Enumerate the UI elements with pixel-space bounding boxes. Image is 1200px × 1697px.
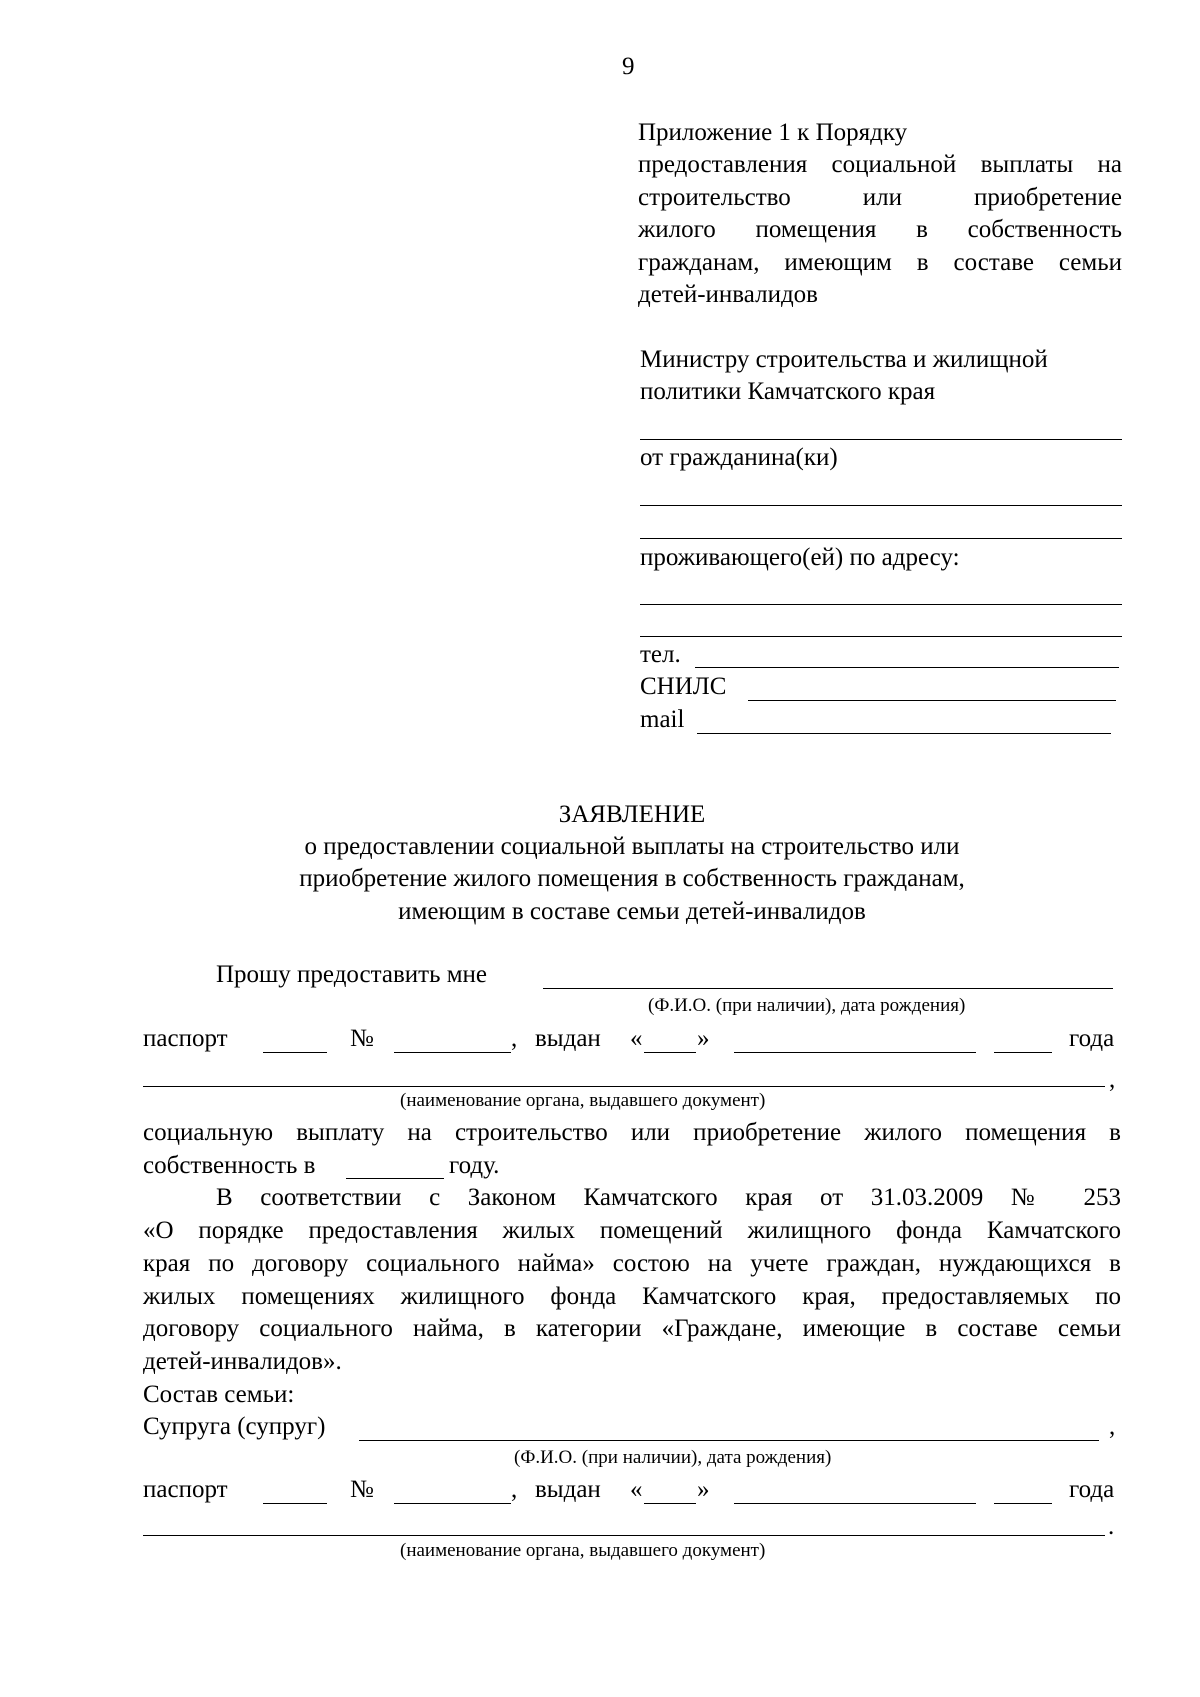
request-prefix: Прошу предоставить мне	[216, 961, 488, 988]
law-paragraph-line: В соответствии с Законом Камчатского края от 31.03.2009 № 253	[216, 1184, 1121, 1211]
issue-year-line[interactable]	[994, 1052, 1052, 1053]
spouse-fio-line[interactable]	[359, 1440, 1099, 1441]
spouse-passport-series-line[interactable]	[263, 1503, 327, 1504]
comma: ,	[1109, 1413, 1116, 1440]
law-paragraph-line: жилых помещениях жилищного фонда Камчатского края, предоставляемых по	[143, 1283, 1121, 1310]
law-paragraph-line: края по договору социального найма» состою на учете граждан, нуждающихся в	[143, 1250, 1121, 1277]
quote-open: «	[630, 1476, 643, 1503]
appendix-line: Приложение 1 к Порядку	[638, 119, 908, 146]
title-subline: имеющим в составе семьи детей-инвалидов	[398, 898, 866, 925]
family-label: Состав семьи:	[143, 1381, 295, 1408]
addressee-blank-line[interactable]	[640, 439, 1122, 440]
snils-line[interactable]	[748, 700, 1116, 701]
passport-series-line[interactable]	[263, 1052, 327, 1053]
document-title: ЗАЯВЛЕНИЕ	[558, 801, 706, 828]
comma: ,	[1109, 1066, 1116, 1093]
citizen-name-line[interactable]	[640, 505, 1122, 506]
number-sign: №	[350, 1476, 374, 1503]
quote-close: »	[697, 1025, 710, 1052]
address-line-2[interactable]	[640, 636, 1122, 637]
issuer-hint: (наименование органа, выдавшего документ)	[400, 1540, 766, 1561]
law-paragraph-line: «О порядке предоставления жилых помещений жилищного фонда Камчатского	[143, 1217, 1121, 1244]
spouse-issue-month-line[interactable]	[734, 1503, 976, 1504]
address-label: проживающего(ей) по адресу:	[640, 544, 960, 571]
year-word: года	[1069, 1025, 1115, 1052]
passport-number-line[interactable]	[394, 1052, 511, 1053]
appendix-line: жилого помещения в собственность	[638, 216, 1122, 243]
issued-label: выдан	[535, 1476, 601, 1503]
spouse-label: Супруга (супруг)	[143, 1413, 326, 1440]
address-line-1[interactable]	[640, 604, 1122, 605]
snils-label: СНИЛС	[640, 673, 727, 700]
addressee-line-1: Министру строительства и жилищной	[640, 346, 1048, 373]
mail-line[interactable]	[697, 733, 1111, 734]
appendix-line: строительство или приобретение	[638, 184, 1122, 211]
issue-month-line[interactable]	[734, 1052, 976, 1053]
title-subline: о предоставлении социальной выплаты на строительство или	[304, 833, 960, 860]
spouse-issue-year-line[interactable]	[994, 1503, 1052, 1504]
applicant-fio-line[interactable]	[543, 988, 1113, 989]
phone-line[interactable]	[695, 667, 1119, 668]
payment-year-line[interactable]	[346, 1178, 444, 1179]
title-subline: приобретение жилого помещения в собственность гражданам,	[299, 865, 965, 892]
spouse-passport-number-line[interactable]	[394, 1503, 511, 1504]
passport-label: паспорт	[143, 1025, 228, 1052]
issued-label: выдан	[535, 1025, 601, 1052]
passport-label: паспорт	[143, 1476, 228, 1503]
issuer-hint: (наименование органа, выдавшего документ)	[400, 1090, 766, 1111]
appendix-line: предоставления социальной выплаты на	[638, 151, 1122, 178]
phone-label: тел.	[640, 641, 681, 668]
mail-label: mail	[640, 706, 685, 733]
spouse-passport-issuer-line[interactable]	[143, 1535, 1105, 1536]
spouse-issue-day-line[interactable]	[644, 1503, 696, 1504]
number-sign: №	[350, 1025, 374, 1052]
payment-line-suffix: году.	[449, 1152, 500, 1179]
issue-day-line[interactable]	[644, 1052, 696, 1053]
page-number: 9	[622, 53, 635, 80]
addressee-line-2: политики Камчатского края	[640, 378, 936, 405]
period: .	[1108, 1513, 1115, 1540]
fio-hint: (Ф.И.О. (при наличии), дата рождения)	[514, 1447, 832, 1468]
appendix-line: гражданам, имеющим в составе семьи	[638, 249, 1122, 276]
law-paragraph-line: договору социального найма, в категории «Граждане, имеющие в составе семьи	[143, 1315, 1121, 1342]
passport-issuer-line[interactable]	[143, 1086, 1105, 1087]
quote-close: »	[697, 1476, 710, 1503]
from-citizen-label: от гражданина(ки)	[640, 444, 838, 471]
fio-hint: (Ф.И.О. (при наличии), дата рождения)	[648, 995, 966, 1016]
year-word: года	[1069, 1476, 1115, 1503]
comma: ,	[511, 1025, 518, 1052]
payment-line-prefix: собственность в	[143, 1152, 316, 1179]
law-paragraph-last-line: детей-инвалидов».	[143, 1348, 342, 1375]
comma: ,	[511, 1476, 518, 1503]
payment-line: социальную выплату на строительство или приобретение жилого помещения в	[143, 1119, 1121, 1146]
quote-open: «	[630, 1025, 643, 1052]
citizen-name-line-2[interactable]	[640, 538, 1122, 539]
appendix-line: детей-инвалидов	[638, 281, 818, 308]
